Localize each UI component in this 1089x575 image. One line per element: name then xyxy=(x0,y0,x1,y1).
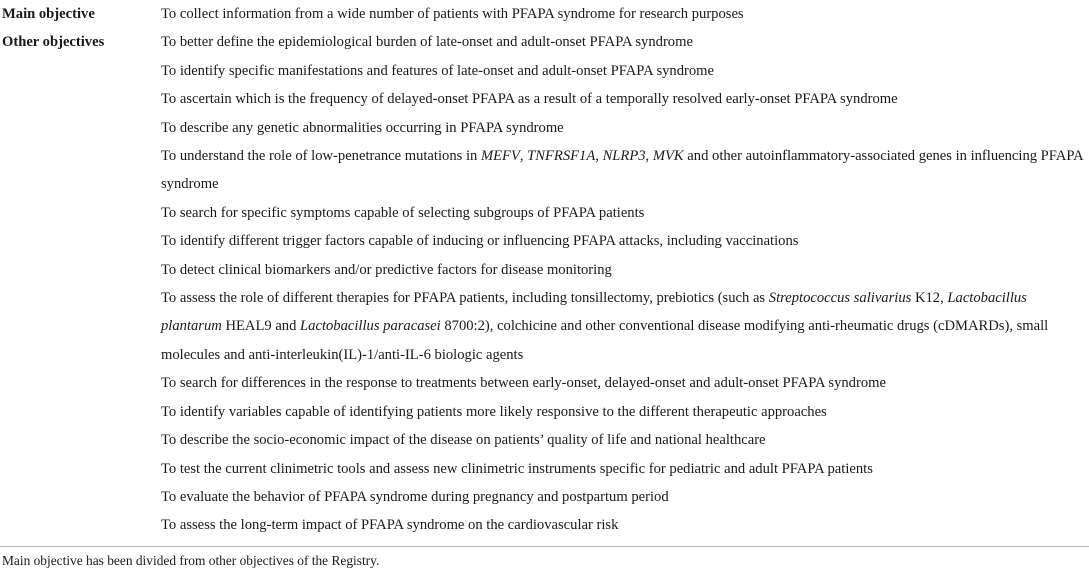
objective-text-segment: To describe the socio-economic impact of the disease on patients’ quality of life and national healthcare xyxy=(161,432,766,449)
objective-text xyxy=(160,426,1089,454)
objective-text-segment: 8700:2), colchicine and other conventional disease modifying anti-rheumatic drugs (cDMARDs), small molecules and anti-interleukin(IL)-1/anti-IL-6 biologic agents xyxy=(161,318,1049,363)
objective-text-segment: To understand the role of low-penetrance mutations in xyxy=(161,148,481,165)
objective-text xyxy=(160,85,1089,113)
empty-label-cell xyxy=(0,85,160,113)
objective-text xyxy=(160,142,1089,199)
main-objective-label: Main objective xyxy=(2,6,95,22)
objective-text xyxy=(160,284,1089,369)
table-row xyxy=(0,57,1089,85)
empty-label-cell xyxy=(0,426,160,454)
objective-text xyxy=(160,199,1089,227)
table-row xyxy=(0,398,1089,426)
table-row-main-objective xyxy=(0,0,1089,28)
objective-text-segment: To assess the long-term impact of PFAPA syndrome on the cardiovascular risk xyxy=(161,517,619,534)
objective-text-segment: To detect clinical biomarkers and/or predictive factors for disease monitoring xyxy=(161,261,612,278)
italic-term: NLRP3 xyxy=(602,148,646,165)
objective-text-segment: HEAL9 and xyxy=(221,318,301,335)
empty-label-cell xyxy=(0,511,160,539)
table-row xyxy=(0,455,1089,483)
main-objective-text: To collect information from a wide number of patients with PFAPA syndrome for research purposes xyxy=(161,6,744,22)
empty-label-cell xyxy=(0,114,160,142)
objective-text-segment: , xyxy=(595,148,603,165)
italic-term: Streptococcus salivarius xyxy=(768,290,912,307)
objective-text-segment: To identify specific manifestations and features of late-onset and adult-onset PFAPA syndrome xyxy=(161,62,715,79)
objective-text-segment: To test the current clinimetric tools and assess new clinimetric instruments specific for pediatric and adult PFAPA patients xyxy=(161,460,873,477)
empty-label-cell xyxy=(0,369,160,397)
objective-text-segment: To describe any genetic abnormalities occurring in PFAPA syndrome xyxy=(161,119,564,136)
objective-text xyxy=(160,511,1089,539)
italic-term: TNFRSF1A xyxy=(527,148,596,165)
objective-text xyxy=(160,256,1089,284)
table-row xyxy=(0,284,1089,369)
objective-text-segment: To ascertain which is the frequency of delayed-onset PFAPA as a result of a temporally resolved early-onset PFAPA syndrome xyxy=(161,91,898,108)
empty-label-cell xyxy=(0,455,160,483)
objective-text xyxy=(160,57,1089,85)
objective-text-segment: To identify variables capable of identifying patients more likely responsive to the different therapeutic approaches xyxy=(161,403,827,420)
objective-text-segment: To assess the role of different therapies for PFAPA patients, including tonsillectomy, prebiotics (such as xyxy=(161,290,769,307)
table-row xyxy=(0,369,1089,397)
objective-text-segment: To search for differences in the response to treatments between early-onset, delayed-onset and adult-onset PFAPA syndrome xyxy=(161,375,886,392)
table-row xyxy=(0,28,1089,56)
objective-text-segment: To identify different trigger factors capable of inducing or influencing PFAPA attacks, including vaccinations xyxy=(161,233,799,250)
empty-label-cell xyxy=(0,227,160,255)
table-row xyxy=(0,483,1089,511)
empty-label-cell xyxy=(0,142,160,199)
table-row xyxy=(0,426,1089,454)
objective-text-segment: To evaluate the behavior of PFAPA syndrome during pregnancy and postpartum period xyxy=(161,488,669,505)
table-row xyxy=(0,114,1089,142)
objective-text-segment: , xyxy=(519,148,528,165)
objective-text xyxy=(160,114,1089,142)
objective-text xyxy=(160,483,1089,511)
empty-label-cell xyxy=(0,256,160,284)
objective-text-segment: and other autoinflammatory-associated genes in influencing PFAPA syndrome xyxy=(161,148,1083,193)
objective-text-segment: To better define the epidemiological burden of late-onset and adult-onset PFAPA syndrome xyxy=(161,34,693,51)
table-footnote: Main objective has been divided from other objectives of the Registry. xyxy=(2,553,380,568)
italic-term: MEFV xyxy=(480,148,520,165)
table-row xyxy=(0,511,1089,539)
objective-text xyxy=(160,28,1089,56)
table-row xyxy=(0,227,1089,255)
table-bottom-rule xyxy=(0,546,1089,547)
objective-text-segment: K12, xyxy=(911,290,948,307)
italic-term: MVK xyxy=(652,148,684,165)
objective-text xyxy=(160,398,1089,426)
objective-text xyxy=(160,369,1089,397)
table-row xyxy=(0,199,1089,227)
italic-term: Lactobacillus paracasei xyxy=(300,318,441,335)
other-objectives-label: Other objectives xyxy=(2,34,105,51)
empty-label-cell xyxy=(0,199,160,227)
empty-label-cell xyxy=(0,398,160,426)
objective-text-segment: , xyxy=(645,148,653,165)
objective-text xyxy=(160,227,1089,255)
empty-label-cell xyxy=(0,284,160,369)
empty-label-cell xyxy=(0,57,160,85)
table-row xyxy=(0,256,1089,284)
empty-label-cell xyxy=(0,483,160,511)
objective-text-segment: To search for specific symptoms capable of selecting subgroups of PFAPA patients xyxy=(161,204,645,221)
objective-text xyxy=(160,455,1089,483)
table-row xyxy=(0,142,1089,199)
table-row xyxy=(0,85,1089,113)
italic-term: Lactobacillus plantarum xyxy=(161,290,1027,335)
